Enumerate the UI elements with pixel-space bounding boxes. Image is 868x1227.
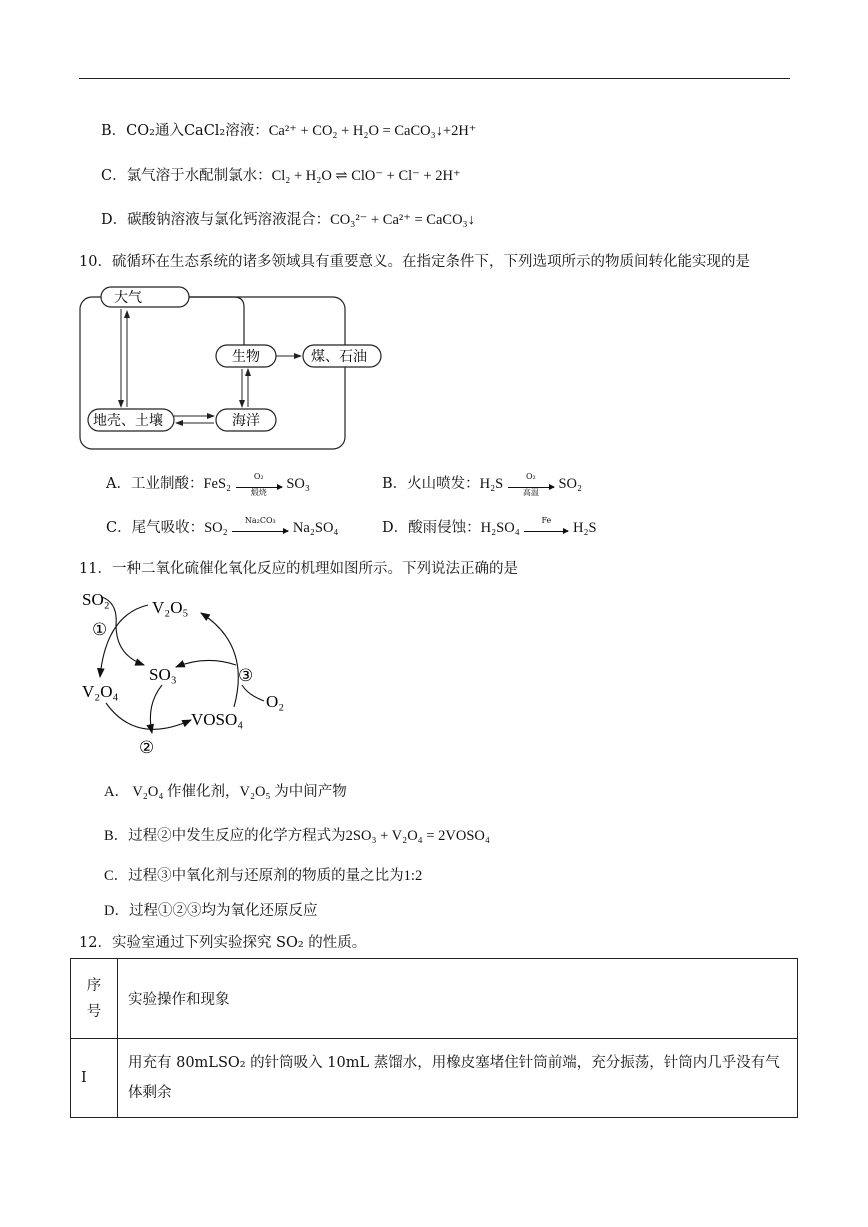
arrow-condition-bottom: 煅烧 [250, 487, 267, 497]
label-crust: 地壳、土壤 [93, 414, 163, 429]
option-text: 氯气溶于水配制氯水： [126, 168, 272, 184]
q11-option-a: A． V₂O₄ 作催化剂，V₂O₅ 为中间产物 [104, 784, 347, 800]
q12-stem: 12．实验室通过下列实验探究 SO₂ 的性质。 [79, 935, 367, 951]
q10-option-d [382, 516, 597, 537]
q11-option-d: D．过程①②③均为氧化还原反应 [104, 903, 318, 919]
header-rule [79, 78, 790, 79]
reaction-arrow [236, 471, 282, 497]
q9-option-c [101, 164, 461, 185]
row-operation-cell [118, 1039, 798, 1118]
option-label: C． [106, 520, 132, 536]
header-number-label: 序号 [86, 977, 102, 1020]
header-cell-operation [118, 959, 798, 1039]
row-number: Ⅰ [81, 1070, 87, 1086]
option-label: B． [101, 123, 127, 139]
option-text: CO₂通入CaCl₂溶液： [126, 123, 269, 139]
product: H₂S [572, 520, 597, 536]
equation: Ca²⁺ + CO₂ + H₂O = CaCO₃↓+2H⁺ [268, 123, 477, 139]
q10-option-c [106, 516, 338, 537]
label-voso4: VOSO₄ [191, 710, 244, 729]
reaction-arrow [508, 471, 554, 497]
label-biology: 生物 [232, 350, 260, 365]
q11-option-b: B．过程②中发生反应的化学方程式为2SO₃ + V₂O₄ = 2VOSO₄ [104, 828, 490, 844]
option-label: B． [382, 476, 408, 492]
header-cell-number [71, 959, 118, 1039]
option-text: 尾气吸收： [131, 520, 205, 536]
row-number-cell [71, 1039, 118, 1118]
product: SO₃ [286, 476, 310, 492]
row-operation-line: 用充有 80mLSO₂ 的针筒吸入 10mL 蒸馏水，用橡皮塞堵住针筒前端，充分振荡，针筒内几乎没有气 [128, 1055, 780, 1071]
q10-stem: 10．硫循环在生态系统的诸多领域具有重要意义。在指定条件下，下列选项所示的物质间转化能实现的是 [79, 254, 750, 270]
label-so3: SO₃ [149, 665, 177, 684]
option-label: A． [106, 476, 131, 492]
q9-option-b [101, 119, 476, 140]
q10-option-b [382, 471, 583, 497]
table-header-row [71, 959, 798, 1039]
product: SO₂ [558, 476, 583, 492]
q10-option-a [106, 471, 310, 497]
option-label: D． [101, 212, 128, 228]
header-operation-label: 实验操作和现象 [128, 992, 230, 1008]
label-coal-oil: 煤、石油 [311, 350, 367, 365]
equation: CO₃²⁻ + Ca²⁺ = CaCO₃↓ [330, 212, 475, 228]
label-v2o5: V₂O₅ [152, 598, 189, 617]
experiment-table [70, 958, 798, 1118]
reactant: SO₂ [204, 520, 228, 536]
reactant: FeS₂ [203, 476, 232, 492]
arrow-condition-top: O₂ [525, 471, 536, 481]
arrow-condition-top: O₂ [253, 471, 264, 481]
reaction-arrow [232, 515, 288, 532]
label-v2o4: V₂O₄ [82, 682, 119, 701]
q9-option-d [101, 208, 475, 229]
equation: Cl₂ + H₂O ⇌ ClO⁻ + Cl⁻ + 2H⁺ [271, 168, 461, 184]
option-text: 酸雨侵蚀： [408, 520, 481, 536]
label-o2: O₂ [266, 692, 285, 711]
arrow-condition-bottom: 高温 [522, 487, 539, 497]
label-step2: ② [139, 738, 155, 757]
arrow-condition-top: Fe [541, 515, 552, 525]
reaction-arrow [524, 515, 568, 532]
option-label: D． [382, 520, 409, 536]
q11-option-c: C．过程③中氧化剂与还原剂的物质的量之比为1:2 [104, 868, 423, 884]
table-row [71, 1039, 798, 1118]
reactant: H₂SO₄ [480, 520, 520, 536]
catalytic-cycle-diagram [76, 585, 306, 760]
option-text: 工业制酸： [130, 476, 204, 492]
option-label: C． [101, 168, 127, 184]
sulfur-cycle-diagram [76, 283, 386, 453]
row-operation-line: 体剩余 [128, 1085, 172, 1101]
label-step3: ③ [238, 666, 254, 685]
q11-stem: 11．一种二氧化硫催化氧化反应的机理如图所示。下列说法正确的是 [79, 561, 518, 577]
label-so2: SO₂ [82, 590, 110, 609]
product: Na₂SO₄ [292, 520, 339, 536]
option-text: 碳酸钠溶液与氯化钙溶液混合： [127, 212, 331, 228]
arrow-condition-top: Na₂CO₃ [244, 515, 276, 525]
label-atmosphere: 大气 [114, 291, 142, 306]
option-text: 火山喷发： [407, 476, 480, 492]
label-step1: ① [92, 620, 108, 639]
label-ocean: 海洋 [232, 414, 260, 429]
reactant: H₂S [479, 476, 504, 492]
